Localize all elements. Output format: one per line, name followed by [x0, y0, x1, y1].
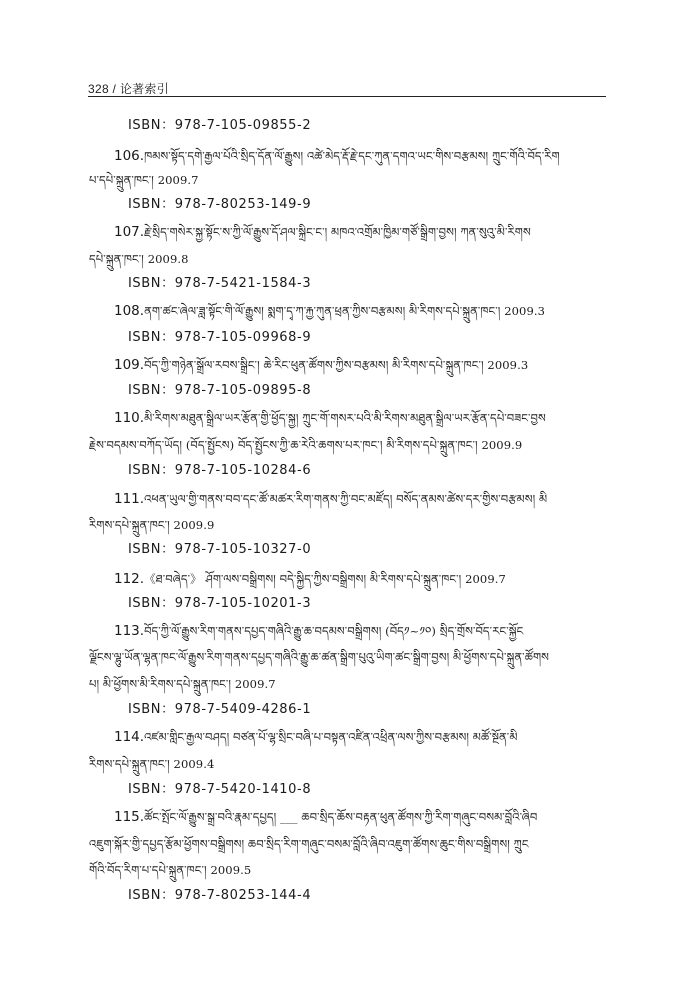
- entry-number: 113.: [114, 623, 145, 639]
- entry-number: 112.: [114, 571, 145, 587]
- page-number-label: 328 / 论著索引: [88, 82, 170, 96]
- isbn-line: ISBN：978-7-5420-1410-8: [128, 782, 312, 797]
- isbn-line: ISBN：978-7-80253-144-4: [128, 888, 312, 903]
- isbn-line: ISBN：978-7-105-10284-6: [128, 463, 312, 478]
- isbn-line: ISBN：978-7-5409-4286-1: [128, 702, 312, 717]
- entry-text: མི་རིགས་མཐུན་སྒྲིལ་ཡར་རྩོན་གྱི་ཕྱོད་སྐྱ། ཀྲུང་གོ་གསར་པའི་མི་རིགས་མཐུན་སྒྲིལ་ཡར་རྩོན་དཔེ་བཟང་བྱས: [144, 411, 546, 425]
- isbn-line: ISBN：978-7-105-09895-8: [128, 383, 312, 398]
- entry-number: 108.: [114, 303, 145, 319]
- isbn-line: ISBN：978-7-105-09855-2: [128, 118, 312, 133]
- entry-continuation: རྗེས་བདམས་བཀོད་ཡོད། (བོད་སྤྱོངས) བོད་སྤྱོངས་ཀྱི་ཆ་རེའི་ཆགས་པར་ཁང་། མི་རིགས་དཔེ་སྐྲུན་ཁང་། 2009.9: [89, 438, 523, 452]
- entry-text: བོད་ཀྱི་གཉེན་སྒྲོལ་རབས་སྒྲིང་། ཆེ་རིང་ཕུན་ཚོགས་ཀྱིས་བརྩམས། མི་རིགས་དཔེ་སྐྲུན་ཁང་། 2009.3: [144, 358, 529, 372]
- isbn-line: ISBN：978-7-105-10201-3: [128, 596, 312, 611]
- entry-number: 110.: [114, 410, 145, 426]
- entry-number: 114.: [114, 729, 145, 745]
- entry-continuation: རིགས་དཔེ་སྐྲུན་ཁང་། 2009.9: [89, 518, 215, 532]
- entry-text: ནག་ཚང་ཞེལ་ཟླ་སྟོང་གི་ལོ་རྒྱུས། སྨག་དྭ་ཀ་རྐྱ་ཀུན་ཕྲན་ཀྱིས་བརྩམས། མི་རིགས་དཔེ་སྐྲུན་ཁང་། 2009.3: [144, 304, 546, 318]
- entry-continuation: གོའི་བོད་རིག་པ་དཔེ་སྐྲུན་ཁང་། 2009.5: [89, 863, 252, 877]
- isbn-line: ISBN：978-7-5421-1584-3: [128, 276, 312, 291]
- entry-number: 106.: [114, 148, 145, 164]
- entry-text: བོད་ཀྱི་ལོ་རྒྱུས་རིག་གནས་དཔྱད་གཞིའི་རྒྱུ་ཆ་བདམས་བསྒྲིགས། (བོད༡~༡༠) སྲིད་གྲོས་བོད་རང་སྐྱོང: [144, 624, 524, 638]
- entry-continuation: དཔེ་སྐྲུན་ཁང་། 2009.8: [89, 252, 189, 266]
- entry-continuation: འཇུག་སྐོར་གྱི་དཔྱད་རྩོམ་ཕྱོགས་བསྒྲིགས། ཆབ་སྲིད་རིག་གཞུང་བསམ་བློའི་ཞིབ་འཇུག་ཚོགས་ཆུང་གིས་བསྒྲིགས། ཀྲུང: [89, 837, 529, 851]
- isbn-line: ISBN：978-7-80253-149-9: [128, 197, 312, 212]
- entry-text: རྗེ་སྲིད་གསེར་སྐྱ་སྟོང་ས་ཀྱི་ལོ་རྒྱུས་དོ་ཤལ་སྐྲིང་ང་། མཁའ་འགྲོམ་ཁྱིམ་གཙོ་སྒྲིག་བྱས། ཀན་སུའུ་མི་རིགས: [144, 225, 531, 239]
- entry-text: ཚོང་སྤོང་ལོ་རྒྱུས་སྒྲ་བའི་རྣམ་དཔྱད། ___ ཆབ་སྲིད་ཆོས་བརྟན་ཕུན་ཚོགས་ཀྱི་རིག་གཞུང་བསམ་བློའི་ཞིབ: [144, 810, 538, 824]
- entry-continuation: པ་དཔེ་སྐྲུན་ཁང་། 2009.7: [89, 173, 199, 187]
- entry-continuation: པ། མི་ཕྱོགས་མི་རིགས་དཔེ་སྐྲུན་ཁང་། 2009.7: [89, 677, 276, 691]
- isbn-line: ISBN：978-7-105-10327-0: [128, 542, 312, 557]
- entry-number: 111.: [114, 491, 145, 507]
- entry-text: འཛམ་གླིང་རྒྱལ་བཤད། བཙན་པོ་ལྷ་སྲིང་བཞི་པ་བསྟན་འཛིན་འཕྲིན་ལས་ཀྱིས་བརྩམས། མཚོ་སྔོན་མི: [144, 730, 518, 744]
- entry-text: འཕན་ཡུལ་གྱི་གནས་བབ་དང་ཚོ་མཚར་རིག་གནས་ཀྱི་བང་མཛོད། བསོད་ནམས་ཚེས་དར་གྱིས་བརྩམས། མི: [144, 492, 548, 506]
- entry-number: 109.: [114, 357, 145, 373]
- entry-continuation: ལྗོངས་ལྷུ་ཡོན་ལྷན་ཁང་ལོ་རྒྱུས་རིག་གནས་དཔྱད་གཞིའི་རྒྱུ་ཆ་ཚན་སྒྲིག་པུའུ་ཡིག་ཚང་སྒྲིག་བྱས། མི་ཕྱོགས་དཔེ་སྐྲུན་ཚོགས: [89, 650, 550, 664]
- entry-number: 107.: [114, 224, 145, 240]
- entry-text: 《ཐ་བཞེད་》 ཤོག་ལས་བསྒྲིགས། བདེ་སྐྱིད་ཀྱིས་བསྒྲིགས། མི་རིགས་དཔེ་སྐྲུན་ཁང་། 2009.7: [144, 572, 506, 586]
- entry-text: ཁམས་སྟོད་དགེ་རྒྱལ་པོའི་སྲིད་དོན་ལོ་རྒྱུས། འཚེ་མེད་རྡོ་རྗེ་དང་ཀུན་དགའ་ཡང་གིས་བརྩམས། ཀྲུང་གོའི་བོད་རིག: [144, 149, 560, 163]
- entry-number: 115.: [114, 809, 145, 825]
- isbn-line: ISBN：978-7-105-09968-9: [128, 330, 312, 345]
- entry-continuation: རིགས་དཔེ་སྐྲུན་ཁང་། 2009.4: [89, 757, 215, 771]
